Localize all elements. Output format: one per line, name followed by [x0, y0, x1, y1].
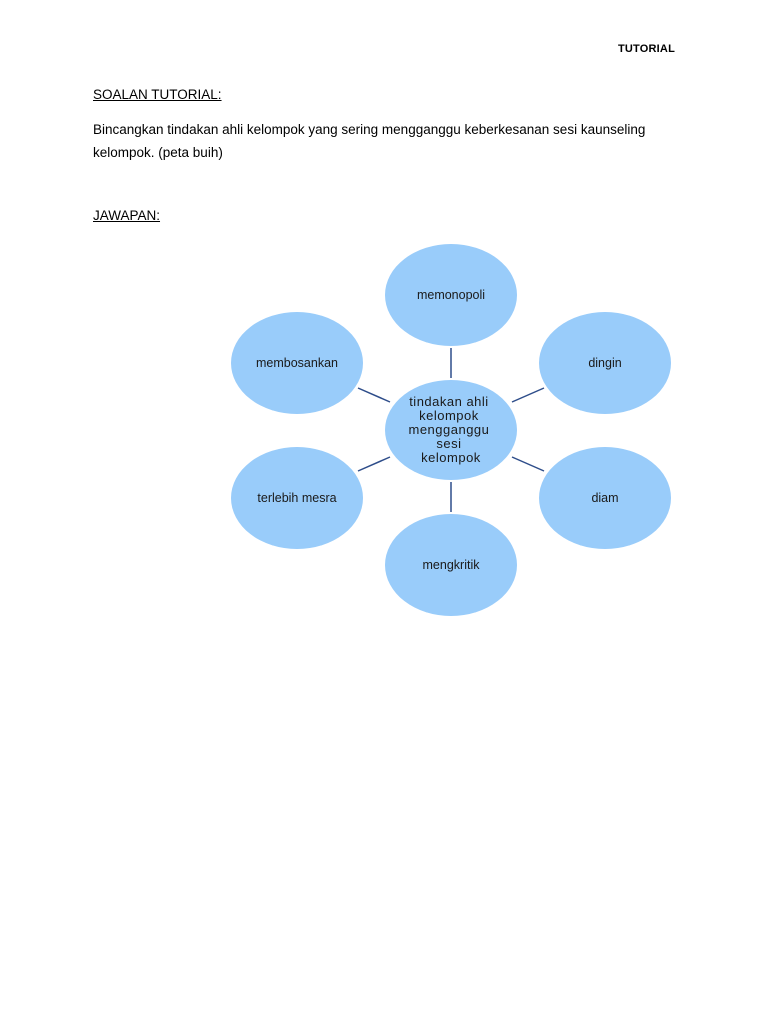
- center-line-2: kelompok: [419, 408, 479, 423]
- bubble-bottom-left-label: terlebih mesra: [257, 491, 337, 505]
- question-heading: SOALAN TUTORIAL:: [93, 87, 222, 102]
- bubble-bottom-right-label: diam: [591, 491, 619, 505]
- page-header-label: TUTORIAL: [617, 43, 675, 55]
- center-line-3: mengganggu: [408, 422, 490, 437]
- connector-top-right: [512, 388, 544, 402]
- bubble-top-label: memonopoli: [416, 288, 486, 302]
- center-line-5: kelompok: [421, 450, 481, 465]
- center-topic: [408, 394, 493, 465]
- bubble-bottom-left: [231, 447, 363, 549]
- bubble-top: [385, 244, 517, 346]
- bubble-top-left: [231, 312, 363, 414]
- answer-heading: JAWAPAN:: [93, 208, 161, 223]
- connector-bottom-left: [358, 457, 390, 471]
- bubble-center: [385, 380, 517, 480]
- center-line-1: tindakan ahli: [409, 394, 489, 409]
- question-line-1: Bincangkan tindakan ahli kelompok yang sering mengganggu keberkesanan sesi kaunseling: [93, 122, 646, 137]
- center-line-4: sesi: [436, 436, 462, 451]
- connector-bottom-right: [512, 457, 544, 471]
- question-line-2: kelompok. (peta buih): [93, 145, 223, 160]
- connector-top-left: [358, 388, 390, 402]
- bubble-bottom-right: [539, 447, 671, 549]
- bubble-top-left-label: membosankan: [256, 356, 338, 370]
- bubble-bottom-label: mengkritik: [422, 558, 480, 572]
- bubble-top-right: [539, 312, 671, 414]
- bubble-top-right-label: dingin: [588, 356, 622, 370]
- bubble-bottom: [385, 514, 517, 616]
